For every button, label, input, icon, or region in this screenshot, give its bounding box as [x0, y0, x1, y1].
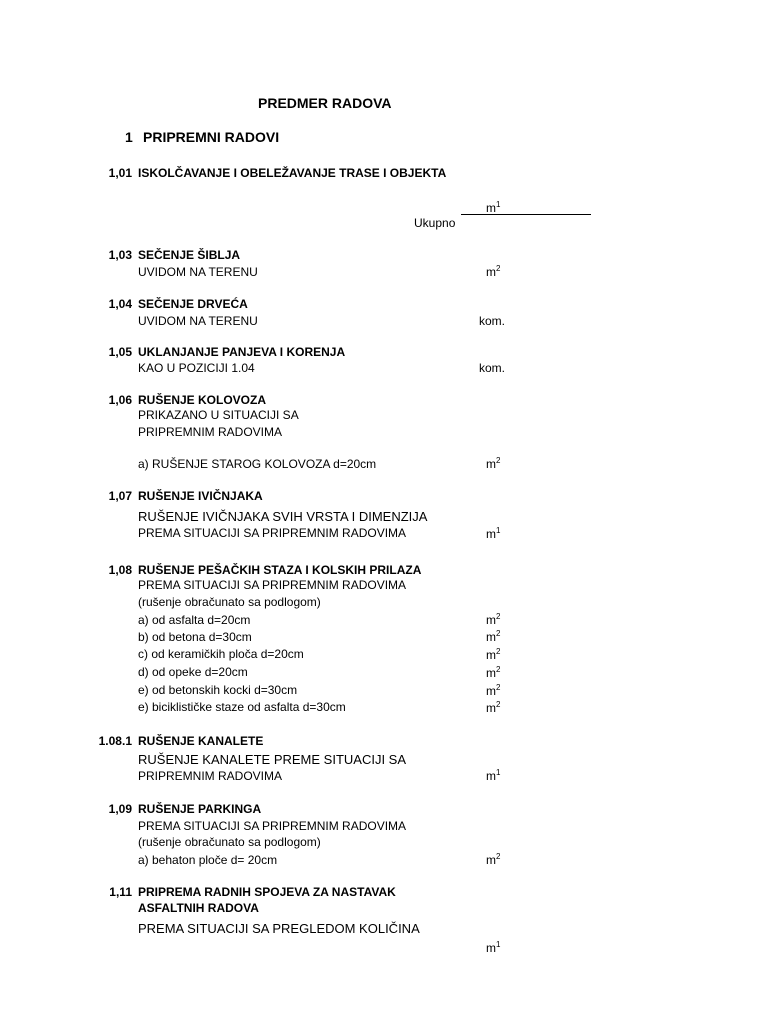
- item-title: RUŠENJE KANALETE: [138, 734, 264, 748]
- item-line: d) od opeke d=20cm: [138, 665, 248, 679]
- item-description: PREMA SITUACIJI SA PRIPREMNIM RADOVIMA: [138, 526, 407, 540]
- item-line: a) od asfalta d=20cm: [138, 613, 251, 627]
- item-title: UKLANJANJE PANJEVA I KORENJA: [138, 345, 346, 359]
- section-number: 1: [125, 129, 133, 145]
- item-description: PRIPREMNIM RADOVIMA: [138, 425, 283, 439]
- item-unit: $m^2$: [486, 612, 501, 627]
- item-title: RUŠENJE KOLOVOZA: [138, 393, 267, 407]
- item-description: (rušenje obračunato sa podlogom): [138, 595, 321, 609]
- item-title: RUŠENJE PEŠAČKIH STAZA I KOLSKIH PRILAZA: [138, 563, 422, 577]
- item-unit: kom.: [479, 361, 506, 375]
- item-number: 1,07: [108, 489, 132, 503]
- item-description: PREMA SITUACIJI SA PRIPREMNIM RADOVIMA: [138, 578, 407, 592]
- item-title: PRIPREMA RADNIH SPOJEVA ZA NASTAVAK: [138, 885, 396, 899]
- item-number: 1,05: [108, 345, 132, 359]
- item-unit: $m^2$: [486, 700, 501, 715]
- item-description: UVIDOM NA TERENU: [138, 314, 258, 328]
- item-description: PRIPREMNIM RADOVIMA: [138, 769, 283, 783]
- item-unit: $m^2$: [486, 665, 501, 680]
- item-number: 1,01: [108, 166, 132, 180]
- item-description: KAO U POZICIJI 1.04: [138, 361, 255, 375]
- item-unit: $m^1$: [486, 526, 501, 541]
- item-title: ISKOLČAVANJE I OBELEŽAVANJE TRASE I OBJEKTA: [138, 166, 447, 180]
- item-title: SEČENJE DRVEĆA: [138, 297, 248, 311]
- item-number: 1,11: [109, 885, 132, 899]
- item-line: a) RUŠENJE STAROG KOLOVOZA d=20cm: [138, 457, 377, 471]
- item-title: RUŠENJE IVIČNJAKA: [138, 489, 263, 503]
- item-description: PREMA SITUACIJI SA PRIPREMNIM RADOVIMA: [138, 819, 407, 833]
- item-unit: $m^1$: [486, 940, 501, 955]
- item-title: ASFALTNIH RADOVA: [138, 901, 259, 915]
- item-unit: $m^2$: [486, 852, 501, 867]
- item-unit: $m^1$: [486, 768, 501, 783]
- item-description: UVIDOM NA TERENU: [138, 265, 258, 279]
- item-description: PRIKAZANO U SITUACIJI SA: [138, 408, 299, 422]
- item-line: c) od keramičkih ploča d=20cm: [138, 647, 304, 661]
- item-description: PREMA SITUACIJI SA PREGLEDOM KOLIČINA: [138, 921, 420, 936]
- item-description: RUŠENJE IVIČNJAKA SVIH VRSTA I DIMENZIJA: [138, 509, 428, 524]
- item-unit: $m^2$: [486, 264, 501, 279]
- item-description: RUŠENJE KANALETE PREME SITUACIJI SA: [138, 752, 407, 767]
- item-unit: $m^2$: [486, 647, 501, 662]
- item-unit: $m^1$: [486, 200, 501, 215]
- item-unit: $m^2$: [486, 456, 501, 471]
- item-unit: $m^2$: [486, 629, 501, 644]
- item-number: 1,03: [108, 248, 132, 262]
- item-number: 1.08.1: [98, 734, 132, 748]
- item-unit: kom.: [479, 314, 506, 328]
- item-line: a) behaton ploče d= 20cm: [138, 853, 278, 867]
- item-title: RUŠENJE PARKINGA: [138, 802, 262, 816]
- item-line: e) od betonskih kocki d=30cm: [138, 683, 298, 697]
- item-number: 1,08: [108, 563, 132, 577]
- page-title: PREDMER RADOVA: [258, 95, 392, 111]
- item-line: e) biciklističke staze od asfalta d=30cm: [138, 700, 346, 714]
- item-number: 1,09: [108, 802, 132, 816]
- total-underline: [461, 214, 591, 215]
- total-label: Ukupno: [414, 216, 456, 230]
- item-unit: $m^2$: [486, 683, 501, 698]
- item-title: SEČENJE ŠIBLJA: [138, 248, 241, 262]
- item-line: b) od betona d=30cm: [138, 630, 252, 644]
- item-number: 1,04: [108, 297, 132, 311]
- section-title: PRIPREMNI RADOVI: [143, 129, 280, 145]
- item-description: (rušenje obračunato sa podlogom): [138, 835, 321, 849]
- item-number: 1,06: [108, 393, 132, 407]
